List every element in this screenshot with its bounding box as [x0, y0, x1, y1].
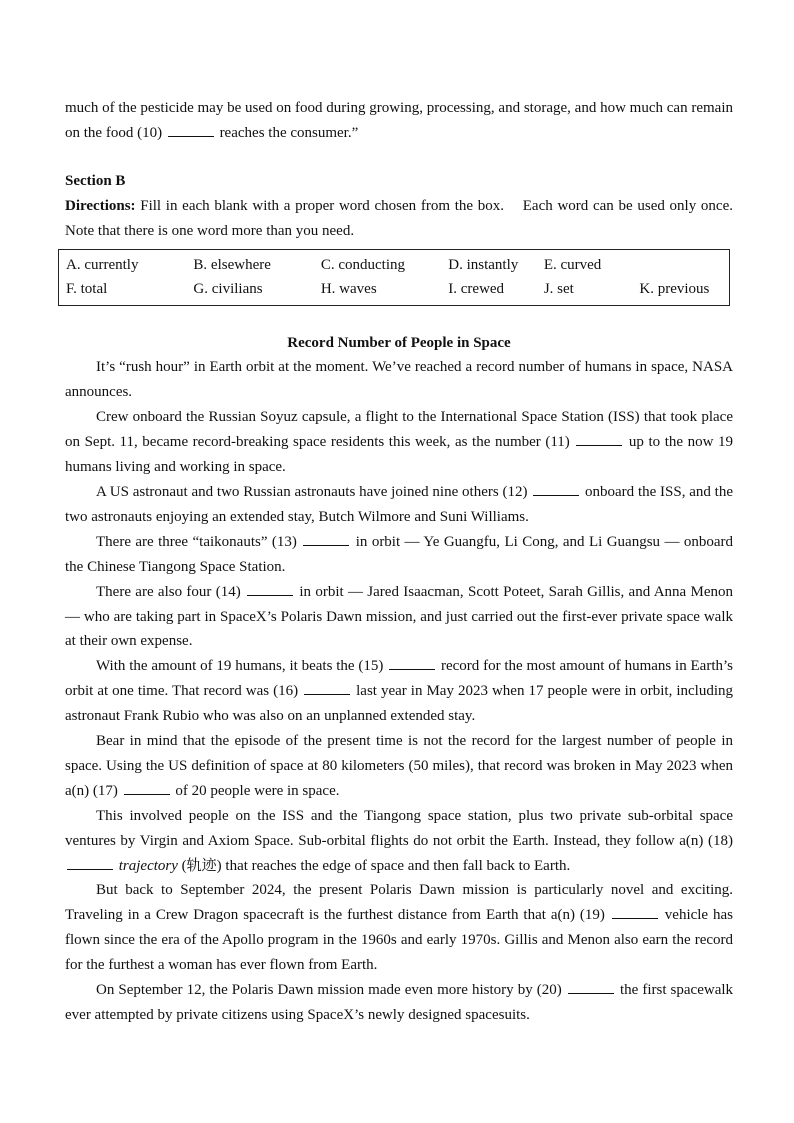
- blank-10[interactable]: [168, 122, 214, 137]
- word-box-row-1: [66, 253, 729, 278]
- p10-text-a: On September 12, the Polaris Dawn mission made even more history by (20): [96, 982, 562, 999]
- article-paragraph-8: [65, 804, 733, 879]
- blank-17[interactable]: [124, 780, 170, 795]
- blank-15[interactable]: [389, 655, 435, 670]
- p4-text-b: in orbit — Ye Guangfu, Li Cong, and Li Guangsu — onboard the Chinese Tiangong Space Station.: [65, 533, 734, 575]
- article-paragraph-10: [65, 978, 733, 1028]
- p9-text-b: vehicle has flown since the era of the Apollo program in the 1960s and early 1970s. Gillis and Menon also earn the record for the furthest a woman has ever flown from Earth.: [65, 907, 734, 974]
- article-paragraph-9: [65, 878, 733, 978]
- p8-italic-word: trajectory: [118, 857, 178, 874]
- word-option-a: A. currently: [66, 256, 139, 273]
- directions-label: Directions:: [65, 197, 136, 214]
- word-box: [58, 249, 730, 306]
- word-option-i: I. crewed: [448, 281, 505, 298]
- p6-text-b: record for the most amount of humans in Earth’s orbit at one time. That record was (16): [65, 658, 734, 700]
- article-paragraph-7: [65, 729, 733, 804]
- article-paragraph-1: [65, 355, 733, 405]
- p5-text-b: in orbit — Jared Isaacman, Scott Poteet, Sarah Gillis, and Anna Menon — who are taking part in SpaceX’s Polaris Dawn mission, and just carried out the first-ever private space walk at their own expense.: [65, 583, 734, 650]
- directions-paragraph: [65, 194, 748, 244]
- word-box-empty-cell: [639, 253, 729, 278]
- word-option-f: F. total: [66, 281, 108, 298]
- word-option-e: E. curved: [543, 256, 602, 273]
- p2-text-a: Crew onboard the Russian Soyuz capsule, a flight to the International Space Station (ISS) that took place on Sept. 11, became record-breaking space residents this week, as the number (11): [65, 409, 733, 451]
- p7-text-a: Bear in mind that the episode of the present time is not the record for the largest number of people in space. Using the US definition of space at 80 kilometers (50 miles), that record was broken in May 2023 when a(n) (17): [65, 733, 733, 799]
- word-option-b: B. elsewhere: [193, 256, 271, 273]
- word-box-row-2: [66, 277, 729, 302]
- article-paragraph-5: [65, 580, 733, 655]
- continuation-text-b: reaches the consumer.”: [219, 124, 359, 141]
- continuation-paragraph: [65, 96, 733, 146]
- article-paragraph-3: [65, 480, 733, 530]
- p2-text-b: up to the now 19 humans living and working in space.: [65, 434, 734, 476]
- word-option-g: G. civilians: [193, 281, 263, 298]
- blank-11[interactable]: [576, 431, 622, 446]
- p5-text-a: There are also four (14): [96, 583, 241, 600]
- article-paragraph-4: [65, 530, 733, 580]
- p1-text: It’s “rush hour” in Earth orbit at the moment. We’ve reached a record number of humans in space, NASA announces.: [65, 359, 733, 401]
- article-paragraph-2: [65, 405, 733, 480]
- blank-12[interactable]: [533, 481, 579, 496]
- word-option-j: J. set: [543, 281, 574, 298]
- blank-19[interactable]: [612, 904, 658, 919]
- p6-text-a: With the amount of 19 humans, it beats the (15): [96, 658, 384, 675]
- directions-text: Fill in each blank with a proper word chosen from the box. Each word can be used only once. Note that there is one word more than you need.: [65, 197, 748, 239]
- p7-text-b: of 20 people were in space.: [175, 782, 340, 799]
- p8-text-b: (轨迹) that reaches the edge of space and then fall back to Earth.: [181, 857, 571, 874]
- article-paragraph-6: [65, 654, 733, 729]
- section-b-heading: Section B: [65, 172, 126, 189]
- word-option-d: D. instantly: [448, 256, 519, 273]
- p4-text-a: There are three “taikonauts” (13): [96, 533, 297, 550]
- blank-18[interactable]: [67, 855, 113, 870]
- p6-text-c: last year in May 2023 when 17 people were in orbit, including astronaut Frank Rubio who was also on an unplanned extended stay.: [65, 683, 734, 725]
- blank-20[interactable]: [568, 979, 614, 994]
- blank-13[interactable]: [303, 531, 349, 546]
- word-option-c: C. conducting: [320, 256, 405, 273]
- p8-text-a: This involved people on the ISS and the Tiangong space station, plus two private sub-orbital space ventures by Virgin and Axiom Space. Sub-orbital flights do not orbit the Earth. Instead, they follow a(n) (18): [65, 807, 733, 849]
- article-title: Record Number of People in Space: [287, 334, 511, 351]
- word-option-h: H. waves: [320, 281, 377, 298]
- continuation-text-a: much of the pesticide may be used on food during growing, processing, and storage, and how much can remain on the food (10): [65, 100, 733, 141]
- p3-text-a: A US astronaut and two Russian astronauts have joined nine others (12): [96, 483, 528, 500]
- p9-text-a: But back to September 2024, the present Polaris Dawn mission is particularly novel and exciting. Traveling in a Crew Dragon spacecraft is the furthest distance from Earth that a(n) (19): [65, 882, 733, 924]
- blank-16[interactable]: [304, 680, 350, 695]
- p10-text-b: the first spacewalk ever attempted by private citizens using SpaceX’s newly designed spacesuits.: [65, 982, 734, 1023]
- p3-text-b: onboard the ISS, and the two astronauts enjoying an extended stay, Butch Wilmore and Suni Williams.: [65, 483, 734, 525]
- document-page: [65, 96, 748, 1028]
- blank-14[interactable]: [247, 581, 293, 596]
- word-option-k: K. previous: [639, 281, 710, 298]
